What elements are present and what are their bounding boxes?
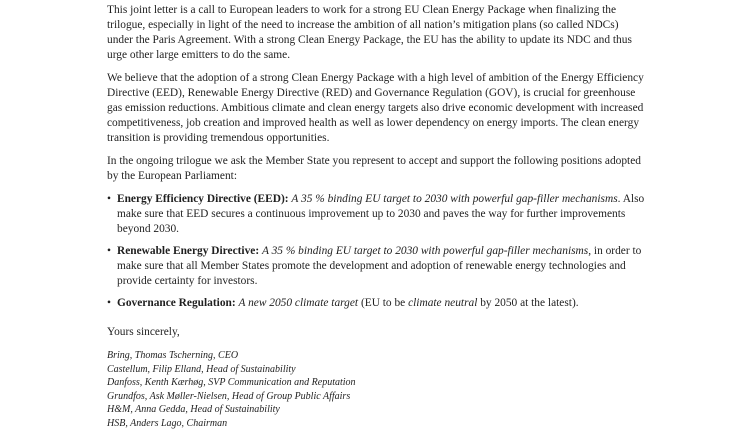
position-eed <box>107 192 647 237</box>
signatories-list <box>107 349 647 430</box>
letter-body <box>107 3 647 430</box>
position-detail-end: by 2050 at the latest). <box>477 297 578 309</box>
position-target: A new 2050 climate target <box>239 297 359 309</box>
signatory: Grundfos, Ask Møller-Nielsen, Head of Group Public Affairs <box>107 390 647 404</box>
position-detail: . Also make sure that EED secures a continuous improvement up to 2030 and paves the way for further improvements beyond 2030. <box>117 193 644 235</box>
signatory: HSB, Anders Lago, Chairman <box>107 417 647 430</box>
signatory: Danfoss, Kenth Kærhøg, SVP Communication and Reputation <box>107 376 647 390</box>
position-emphasis: climate neutral <box>408 297 477 309</box>
intro-paragraph: This joint letter is a call to European leaders to work for a strong EU Clean Energy Package when finalizing the trilogue, especially in light of the need to increase the ambition of all nation’s mitigation plans (so called NDCs) under the Paris Agreement. With a strong Clean Energy Package, the EU has the ability to update its NDC and thus urge other large emitters to do the same. <box>107 3 647 63</box>
position-detail: , in order to make sure that all Member States promote the development and adoption of renewable energy technologies and provide certainty for investors. <box>117 245 641 287</box>
position-detail: (EU to be <box>358 297 408 309</box>
bullet-marker: • <box>107 244 111 259</box>
position-target: A 35 % binding EU target to 2030 with powerful gap-filler mechanisms <box>262 245 588 257</box>
signatory: Bring, Thomas Tscherning, CEO <box>107 349 647 363</box>
bullet-marker: • <box>107 192 111 207</box>
closing-salutation: Yours sincerely, <box>107 325 647 340</box>
position-heading: Governance Regulation: <box>117 297 236 309</box>
position-heading: Energy Efficiency Directive (EED): <box>117 193 289 205</box>
position-gov <box>107 296 647 311</box>
belief-paragraph: We believe that the adoption of a strong Clean Energy Package with a high level of ambition of the Energy Efficiency Directive (EED), Renewable Energy Directive (RED) and Governance Regulation (GOV), is crucial for greenhouse gas emission reductions. Ambitious climate and clean energy targets also drive economic development with increased competitiveness, job creation and improved health as well as lower dependency on energy imports. The clean energy transition is providing tremendous opportunities. <box>107 71 647 146</box>
request-paragraph: In the ongoing trilogue we ask the Member State you represent to accept and support the following positions adopted by the European Parliament: <box>107 154 647 184</box>
bullet-marker: • <box>107 296 111 311</box>
position-target: A 35 % binding EU target to 2030 with powerful gap-filler mechanisms <box>291 193 617 205</box>
signatory: Castellum, Filip Elland, Head of Sustainability <box>107 363 647 377</box>
signatory: H&M, Anna Gedda, Head of Sustainability <box>107 403 647 417</box>
position-heading: Renewable Energy Directive: <box>117 245 259 257</box>
positions-list <box>107 192 647 311</box>
position-red <box>107 244 647 289</box>
